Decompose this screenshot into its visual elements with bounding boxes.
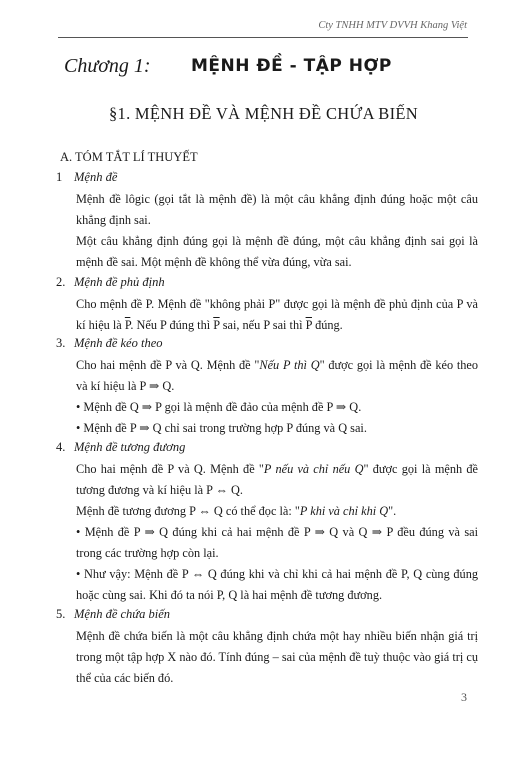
bullet-3b: • Mệnh đề P ⇒ Q chỉ sai trong trường hợp P đúng và Q sai. bbox=[76, 421, 367, 435]
bullet-3a: • Mệnh đề Q ⇒ P gọi là mệnh đề đảo của mệnh đề P ⇒ Q. bbox=[76, 400, 362, 414]
paragraph-3: Cho hai mệnh đề P và Q. Mệnh đề "Nếu P thì Q" được gọi là mệnh đề kéo theo và kí hiệu là P ⇒ Q. bbox=[76, 358, 478, 393]
item-heading-1: 1 Mệnh đề bbox=[56, 170, 118, 184]
chapter-heading bbox=[64, 55, 392, 78]
chapter-title: MỆNH ĐỀ - TẬP HỢP bbox=[191, 56, 392, 76]
page-number: 3 bbox=[461, 690, 467, 704]
paragraph-4a: Cho hai mệnh đề P và Q. Mệnh đề "P nếu và chỉ nếu Q" được gọi là mệnh đề tương đương và kí hiệu là P ⇔ Q. bbox=[76, 462, 479, 497]
paragraph-2: Cho mệnh đề P. Mệnh đề "không phải P" được gọi là mệnh đề phủ định của P và kí hiệu là $\overline{P}$. Nếu P đúng thì $\overline{P}$ sai, nếu P sai thì $\overline{P}$ đúng. bbox=[76, 297, 478, 332]
item-heading-2: 2. Mệnh đề phủ định bbox=[56, 275, 165, 289]
item-heading-4: 4. Mệnh đề tương đương bbox=[56, 440, 186, 454]
header-rule bbox=[58, 37, 468, 38]
paragraph-1b: Một câu khẳng định đúng gọi là mệnh đề đúng, một câu khẳng định sai gọi là mệnh đề sai. Một mệnh đề không thể vừa đúng, vừa sai. bbox=[76, 234, 478, 269]
summary-heading: A. TÓM TẮT LÍ THUYẾT bbox=[60, 150, 198, 164]
paragraph-5: Mệnh đề chứa biến là một câu khẳng định chứa một hay nhiều biến nhận giá trị trong một tập hợp X nào đó. Tính đúng – sai của mệnh đề tuỳ thuộc vào giá trị cụ thể của các biến đó. bbox=[76, 629, 478, 685]
paragraph-4b: Mệnh đề tương đương P ⇔ Q có thể đọc là: "P khi và chỉ khi Q". bbox=[76, 504, 397, 518]
bullet-4a: • Mệnh đề P ⇒ Q đúng khi cả hai mệnh đề P ⇒ Q và Q ⇒ P đều đúng và sai trong các trường hợp còn lại. bbox=[76, 525, 478, 560]
bullet-4b: • Như vậy: Mệnh đề P ⇔ Q đúng khi và chỉ khi cả hai mệnh đề P, Q cùng đúng hoặc cùng sai. Khi đó ta nói P, Q là hai mệnh đề tương đương. bbox=[76, 567, 478, 602]
running-header: Cty TNHH MTV DVVH Khang Việt bbox=[318, 20, 467, 31]
item-heading-3: 3. Mệnh đề kéo theo bbox=[56, 336, 163, 350]
chapter-label: Chương 1: bbox=[64, 55, 151, 77]
paragraph-1a: Mệnh đề lôgic (gọi tắt là mệnh đề) là một câu khẳng định đúng hoặc một câu khẳng định sai. bbox=[76, 192, 478, 227]
item-heading-5: 5. Mệnh đề chứa biến bbox=[56, 607, 171, 621]
section-title: §1. MỆNH ĐỀ VÀ MỆNH ĐỀ CHỨA BIẾN bbox=[108, 104, 418, 123]
